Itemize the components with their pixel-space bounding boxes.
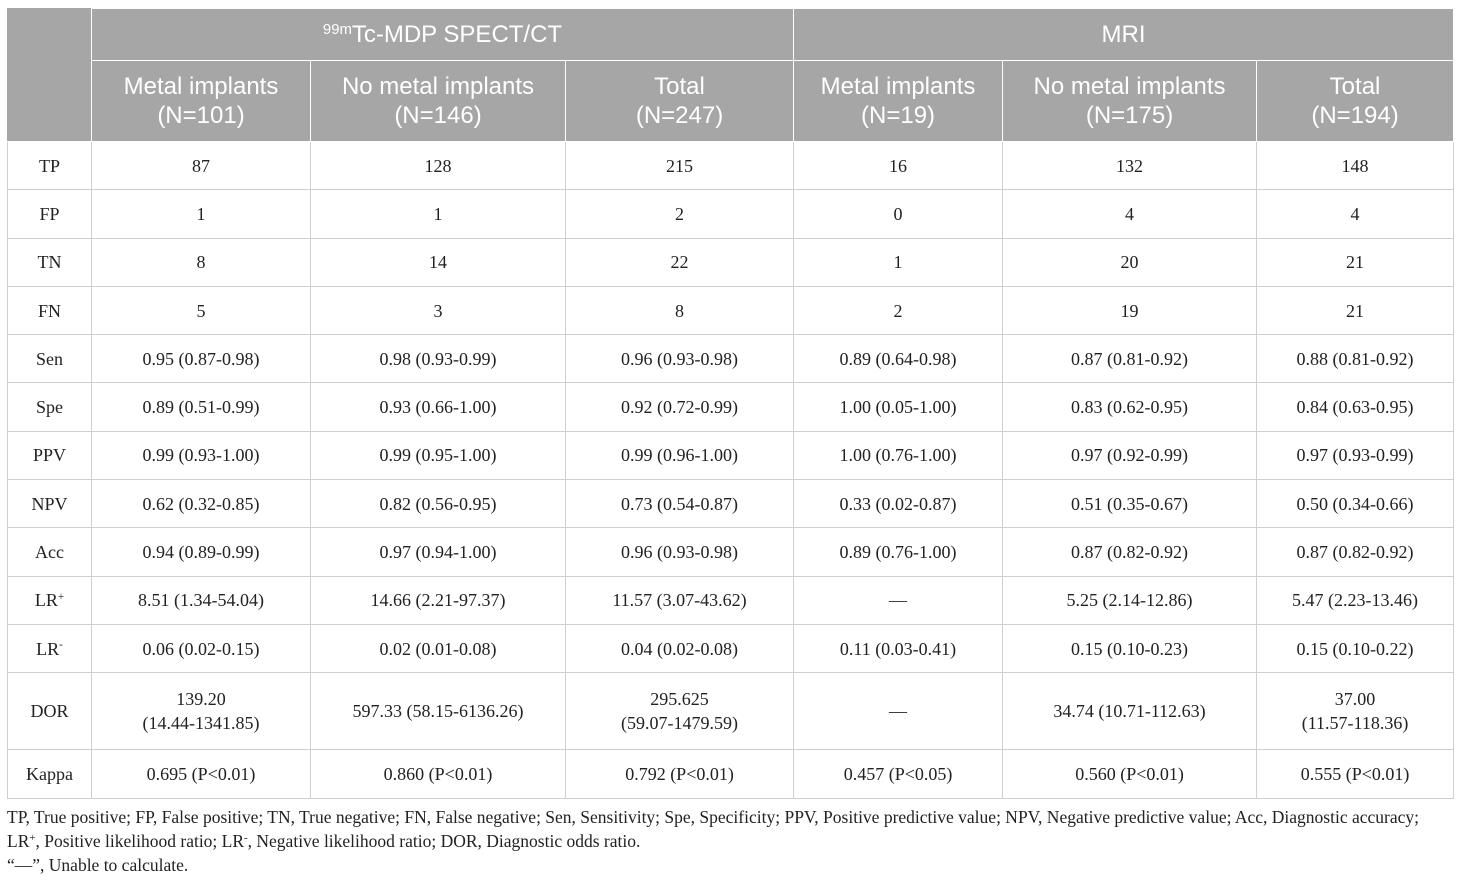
table-cell: 215 <box>566 142 794 190</box>
table-cell: 0.555 (P<0.01) <box>1257 750 1454 798</box>
table-cell: 0.97 (0.92-0.99) <box>1003 431 1257 479</box>
abbreviations-note <box>7 805 1453 853</box>
table-cell: 0.560 (P<0.01) <box>1003 750 1257 798</box>
table-cell: 8 <box>566 286 794 334</box>
table-cell: 14 <box>311 238 566 286</box>
column-header-count: (N=146) <box>394 102 482 129</box>
table-cell: 295.625 (59.07-1479.59) <box>566 673 794 750</box>
row-label <box>8 750 92 798</box>
row-label-text: DOR <box>30 701 69 722</box>
table-cell: 0.06 (0.02-0.15) <box>92 624 311 672</box>
row-label-superscript: + <box>57 591 65 604</box>
table-cell: 0.96 (0.93-0.98) <box>566 528 794 576</box>
row-label-text: NPV <box>31 493 68 514</box>
table-cell: 5 <box>92 286 311 334</box>
table-row <box>8 624 1454 672</box>
table-cell: 0.15 (0.10-0.23) <box>1003 624 1257 672</box>
table-cell: 0.96 (0.93-0.98) <box>566 335 794 383</box>
table-cell: 1 <box>794 238 1003 286</box>
table-cell: 8 <box>92 238 311 286</box>
table-cell: 1 <box>311 190 566 238</box>
column-header-count: (N=19) <box>861 102 936 129</box>
table-cell: 0.97 (0.94-1.00) <box>311 528 566 576</box>
table-cell: 0.87 (0.82-0.92) <box>1257 528 1454 576</box>
table-row <box>8 335 1454 383</box>
table-cell: 0.04 (0.02-0.08) <box>566 624 794 672</box>
row-label-text: Spe <box>36 397 63 418</box>
table-cell: 21 <box>1257 238 1454 286</box>
abbreviations-sup-minus: - <box>244 832 248 845</box>
header-group-mri: MRI <box>794 9 1454 61</box>
table-cell: 14.66 (2.21-97.37) <box>311 576 566 624</box>
table-cell: 0.89 (0.51-0.99) <box>92 383 311 431</box>
row-label <box>8 624 92 672</box>
table-cell: 0.11 (0.03-0.41) <box>794 624 1003 672</box>
column-header-name: No metal implants <box>341 73 535 100</box>
table-row <box>8 431 1454 479</box>
row-label-text: LR <box>34 590 58 611</box>
row-label-text: FP <box>39 203 60 224</box>
table-cell: 4 <box>1257 190 1454 238</box>
table-cell: 0.87 (0.82-0.92) <box>1003 528 1257 576</box>
table-cell: 2 <box>794 286 1003 334</box>
row-label-text: TN <box>37 252 62 273</box>
row-label-text: PPV <box>32 445 67 466</box>
table-cell: 0.51 (0.35-0.67) <box>1003 480 1257 528</box>
header-group-spect-label: Tc-MDP SPECT/CT <box>351 21 563 48</box>
row-label <box>8 383 92 431</box>
isotope-superscript: 99m <box>322 21 352 38</box>
table-cell: 0.02 (0.01-0.08) <box>311 624 566 672</box>
abbreviations-part-3: , Negative likelihood ratio; DOR, Diagnostic odds ratio. <box>247 831 641 851</box>
table-cell: 20 <box>1003 238 1257 286</box>
row-label <box>8 528 92 576</box>
table-cell: 0.92 (0.72-0.99) <box>566 383 794 431</box>
table-cell: 0.82 (0.56-0.95) <box>311 480 566 528</box>
table-footnotes <box>7 805 1453 877</box>
table-row <box>8 383 1454 431</box>
header-corner-cell <box>8 9 92 142</box>
table-cell: 22 <box>566 238 794 286</box>
row-label-text: Acc <box>35 542 64 563</box>
column-header-count: (N=101) <box>157 102 245 129</box>
table-cell: 2 <box>566 190 794 238</box>
table-row <box>8 528 1454 576</box>
table-cell: 0.97 (0.93-0.99) <box>1257 431 1454 479</box>
table-cell: 16 <box>794 142 1003 190</box>
row-label <box>8 238 92 286</box>
column-header <box>1257 61 1454 142</box>
table-cell: 21 <box>1257 286 1454 334</box>
column-header-name: Total <box>654 73 705 100</box>
table-cell: 0.860 (P<0.01) <box>311 750 566 798</box>
table-cell: 128 <box>311 142 566 190</box>
table-cell: 0.88 (0.81-0.92) <box>1257 335 1454 383</box>
unable-note: “—”, Unable to calculate. <box>7 855 189 875</box>
table-cell: 1.00 (0.76-1.00) <box>794 431 1003 479</box>
table-cell: 0.792 (P<0.01) <box>566 750 794 798</box>
table-row <box>8 673 1454 750</box>
table-cell: 0.87 (0.81-0.92) <box>1003 335 1257 383</box>
table-cell: 0.93 (0.66-1.00) <box>311 383 566 431</box>
row-label <box>8 335 92 383</box>
column-header <box>1003 61 1257 142</box>
table-cell: 87 <box>92 142 311 190</box>
table-cell: 1 <box>92 190 311 238</box>
table-cell: 37.00 (11.57-118.36) <box>1257 673 1454 750</box>
table-cell: 0 <box>794 190 1003 238</box>
table-row <box>8 750 1454 798</box>
table-body <box>8 142 1454 799</box>
row-label <box>8 576 92 624</box>
row-label-text: FN <box>37 300 61 321</box>
table-cell: 3 <box>311 286 566 334</box>
column-header-count: (N=247) <box>635 102 724 129</box>
column-header-name: Metal implants <box>820 73 976 100</box>
table-cell: 11.57 (3.07-43.62) <box>566 576 794 624</box>
abbreviations-part-1: TP, True positive; FP, False positive; TN, True negative; FN, False negative; Sen, Sensitivity; Spe, Specificity; PPV, Positive predictive value; NPV, Negative predictive value; Acc, Diagnostic accuracy; LR <box>7 807 1419 851</box>
table-row <box>8 142 1454 190</box>
results-table <box>7 8 1454 799</box>
column-header-count: (N=194) <box>1311 102 1399 129</box>
row-label-text: Kappa <box>26 763 73 784</box>
table-cell: 0.89 (0.76-1.00) <box>794 528 1003 576</box>
table-cell: 0.73 (0.54-0.87) <box>566 480 794 528</box>
column-header-count: (N=175) <box>1085 102 1174 129</box>
table-cell: 0.99 (0.93-1.00) <box>92 431 311 479</box>
table-row <box>8 238 1454 286</box>
table-cell: 5.25 (2.14-12.86) <box>1003 576 1257 624</box>
table-cell: — <box>794 576 1003 624</box>
table-cell: 4 <box>1003 190 1257 238</box>
row-label-superscript: - <box>59 639 63 652</box>
column-header <box>566 61 794 142</box>
table-cell: 0.33 (0.02-0.87) <box>794 480 1003 528</box>
row-label <box>8 190 92 238</box>
row-label <box>8 431 92 479</box>
table-cell: 0.84 (0.63-0.95) <box>1257 383 1454 431</box>
table-cell: 34.74 (10.71-112.63) <box>1003 673 1257 750</box>
table-cell: 139.20 (14.44-1341.85) <box>92 673 311 750</box>
table-cell: 0.99 (0.95-1.00) <box>311 431 566 479</box>
table-row <box>8 286 1454 334</box>
table-cell: 0.89 (0.64-0.98) <box>794 335 1003 383</box>
table-row <box>8 480 1454 528</box>
row-label <box>8 142 92 190</box>
table-cell: 0.695 (P<0.01) <box>92 750 311 798</box>
table-cell: 0.83 (0.62-0.95) <box>1003 383 1257 431</box>
row-label <box>8 480 92 528</box>
column-header <box>794 61 1003 142</box>
table-cell: 597.33 (58.15-6136.26) <box>311 673 566 750</box>
table-cell: 1.00 (0.05-1.00) <box>794 383 1003 431</box>
table-row <box>8 190 1454 238</box>
row-label-text: TP <box>38 155 60 176</box>
table-cell: 0.94 (0.89-0.99) <box>92 528 311 576</box>
table-cell: 148 <box>1257 142 1454 190</box>
table-row <box>8 576 1454 624</box>
table-cell: 0.98 (0.93-0.99) <box>311 335 566 383</box>
table-header <box>8 9 1454 142</box>
column-header-name: No metal implants <box>1033 73 1226 100</box>
table-cell: 5.47 (2.23-13.46) <box>1257 576 1454 624</box>
table-cell: 0.457 (P<0.05) <box>794 750 1003 798</box>
column-header <box>92 61 311 142</box>
table-cell: 0.62 (0.32-0.85) <box>92 480 311 528</box>
table-cell: 0.95 (0.87-0.98) <box>92 335 311 383</box>
abbreviations-part-2: , Positive likelihood ratio; LR <box>35 831 245 851</box>
table-cell: 132 <box>1003 142 1257 190</box>
table-cell: 0.50 (0.34-0.66) <box>1257 480 1454 528</box>
row-label-text: Sen <box>36 348 63 369</box>
column-header-name: Metal implants <box>123 73 279 100</box>
row-label <box>8 286 92 334</box>
column-header-name: Total <box>1329 73 1381 100</box>
header-group-spect <box>92 9 794 61</box>
table-cell: 8.51 (1.34-54.04) <box>92 576 311 624</box>
table-cell: — <box>794 673 1003 750</box>
table-cell: 0.99 (0.96-1.00) <box>566 431 794 479</box>
table-cell: 19 <box>1003 286 1257 334</box>
row-label <box>8 673 92 750</box>
abbreviations-sup-plus: + <box>29 832 36 845</box>
row-label-text: LR <box>36 638 60 659</box>
column-header <box>311 61 566 142</box>
table-cell: 0.15 (0.10-0.22) <box>1257 624 1454 672</box>
